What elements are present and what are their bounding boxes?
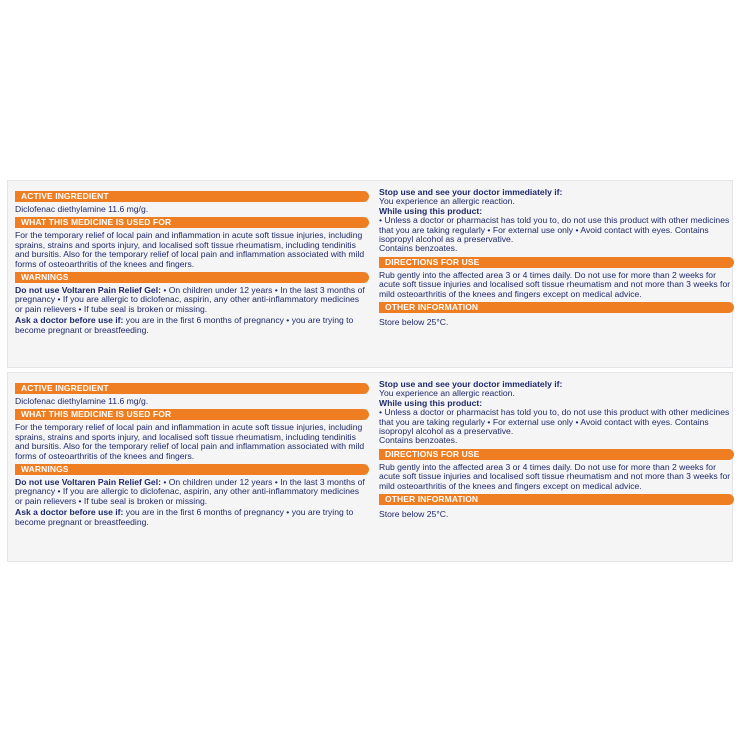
while-using-label: While using this product: [379, 205, 483, 216]
active-ingredient-heading: ACTIVE INGREDIENT [15, 191, 369, 202]
stop-use-text: You experience an allergic reaction. [379, 388, 515, 399]
right-column [379, 188, 734, 329]
right-column [379, 380, 734, 521]
while-using-text: • Unless a doctor or pharmacist has told you to, do not use this product with other medicines that you are taking regularly • For external use only • Avoid contact with eyes. Contains isopropyl alcohol as a preservative. [379, 407, 730, 437]
directions-text: Rub gently into the affected area 3 or 4 times daily. Do not use for more than 2 weeks for acute soft tissue injuries and localised soft tissue rheumatism and not more than 3 weeks for mild osteoarthritis of the knees and fingers except on medical advice. [379, 461, 731, 491]
used-for-heading: WHAT THIS MEDICINE IS USED FOR [15, 217, 369, 228]
used-for-heading: WHAT THIS MEDICINE IS USED FOR [15, 409, 369, 420]
stop-use-label: Stop use and see your doctor immediately if: [379, 379, 563, 389]
directions-heading: DIRECTIONS FOR USE [379, 257, 734, 268]
directions-heading: DIRECTIONS FOR USE [379, 449, 734, 460]
active-ingredient-text: Diclofenac diethylamine 11.6 mg/g. [15, 396, 149, 406]
while-using-text-2: Contains benzoates. [379, 435, 458, 446]
warnings-do-not-use [15, 478, 369, 506]
active-ingredient-text: Diclofenac diethylamine 11.6 mg/g. [15, 204, 149, 214]
left-column [15, 188, 369, 337]
other-info-text: Store below 25°C. [379, 509, 449, 520]
stop-use-text: You experience an allergic reaction. [379, 196, 515, 207]
ask-doctor-label: Ask a doctor before use if: [15, 507, 124, 518]
other-info-heading: OTHER INFORMATION [379, 494, 734, 505]
ask-doctor-label: Ask a doctor before use if: [15, 315, 124, 326]
while-using-text-2: Contains benzoates. [379, 243, 458, 254]
warnings-heading: WARNINGS [15, 272, 369, 283]
do-not-use-text: • On children under 12 years • In the last 3 months of pregnancy • If you are allergic to diclofenac, aspirin, any other anti-inflammatory medicines or pain relievers • If tube seal is broken or missing. [15, 285, 365, 314]
ask-doctor-text: you are in the first 6 months of pregnancy • you are trying to become pregnant or breastfeeding. [15, 315, 354, 335]
while-using-label: While using this product: [379, 397, 483, 408]
ask-doctor-text: you are in the first 6 months of pregnancy • you are trying to become pregnant or breastfeeding. [15, 507, 354, 527]
do-not-use-label: Do not use Voltaren Pain Relief Gel: [15, 285, 161, 296]
while-using-text: • Unless a doctor or pharmacist has told you to, do not use this product with other medicines that you are taking regularly • For external use only • Avoid contact with eyes. Contains isopropyl alcohol as a preservative. [379, 215, 730, 245]
warnings-ask-doctor [15, 316, 369, 335]
warnings-do-not-use [15, 286, 369, 314]
used-for-text: For the temporary relief of local pain and inflammation in acute soft tissue injuries, including sprains, strains and sports injury, and localised soft tissue rheumatism, including tendinitis and bursitis. Also for the temporary relief of local pain and inflammation associated with mild forms of osteoarthritis of the knees and fingers. [15, 230, 365, 269]
label-panel-1 [7, 180, 733, 368]
do-not-use-text: • On children under 12 years • In the last 3 months of pregnancy • If you are allergic to diclofenac, aspirin, any other anti-inflammatory medicines or pain relievers • If tube seal is broken or missing. [15, 477, 365, 506]
other-info-heading: OTHER INFORMATION [379, 302, 734, 313]
other-info-text: Store below 25°C. [379, 317, 449, 328]
used-for-text: For the temporary relief of local pain and inflammation in acute soft tissue injuries, including sprains, strains and sports injury, and localised soft tissue rheumatism, including tendinitis and bursitis. Also for the temporary relief of local pain and inflammation associated with mild forms of osteoarthritis of the knees and fingers. [15, 422, 365, 461]
stop-use-label: Stop use and see your doctor immediately if: [379, 187, 563, 197]
left-column [15, 380, 369, 529]
do-not-use-label: Do not use Voltaren Pain Relief Gel: [15, 477, 161, 488]
active-ingredient-heading: ACTIVE INGREDIENT [15, 383, 369, 394]
warnings-ask-doctor [15, 508, 369, 527]
warnings-heading: WARNINGS [15, 464, 369, 475]
directions-text: Rub gently into the affected area 3 or 4 times daily. Do not use for more than 2 weeks for acute soft tissue injuries and localised soft tissue rheumatism and not more than 3 weeks for mild osteoarthritis of the knees and fingers except on medical advice. [379, 269, 731, 299]
label-panel-2 [7, 372, 733, 562]
